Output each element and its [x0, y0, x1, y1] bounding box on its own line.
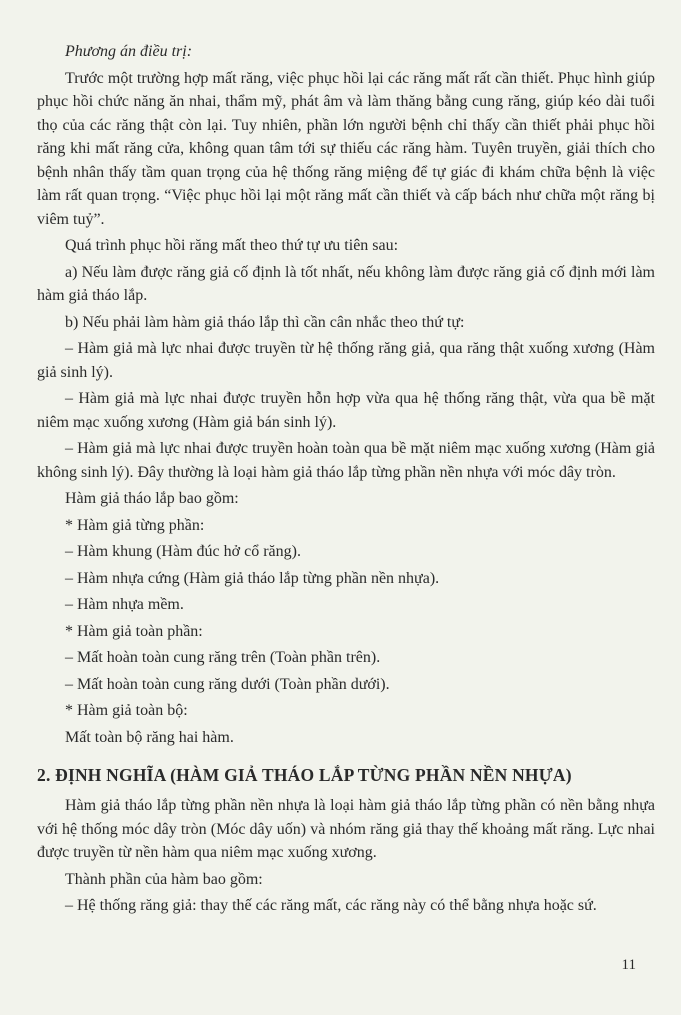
definition-paragraph: Hàm giả tháo lắp từng phần nền nhựa là loại hàm giả tháo lắp từng phần có nền bằng nhựa với hệ thống móc dây tròn (Móc dây uốn) và nhóm răng giả thay thế khoảng mất răng. Lực nhai được truyền từ nền hàm qua niêm mạc xuống xương. — [37, 797, 655, 861]
dash-item-semi-physiological: – Hàm giả mà lực nhai được truyền hỗn hợp vừa qua hệ thống răng thật, vừa qua bề mặt niêm mạc xuống xương (Hàm giả bán sinh lý). — [37, 390, 655, 431]
option-b-paragraph: b) Nếu phải làm hàm giả tháo lắp thì cần cân nhắc theo thứ tự: — [65, 313, 465, 331]
list-item: Mất toàn bộ răng hai hàm. — [65, 728, 234, 746]
list-intro: Hàm giả tháo lắp bao gồm: — [65, 490, 239, 507]
list-item: * Hàm giả từng phần: — [65, 516, 205, 534]
components-intro: Thành phần của hàm bao gồm: — [65, 870, 263, 888]
dash-item-artificial-teeth: – Hệ thống răng giả: thay thế các răng mất, các răng này có thể bằng nhựa hoặc sứ. — [65, 897, 597, 914]
section-2-title: 2. ĐỊNH NGHĨA (HÀM GIẢ THÁO LẮP TỪNG PHẦN NỀN NHỰA) — [37, 765, 572, 785]
priority-paragraph: Quá trình phục hồi răng mất theo thứ tự ưu tiên sau: — [65, 237, 399, 254]
list-item: – Hàm nhựa cứng (Hàm giả tháo lắp từng phần nền nhựa). — [65, 569, 440, 587]
list-item: – Mất hoàn toàn cung răng dưới (Toàn phần dưới). — [65, 675, 390, 693]
option-a-paragraph: a) Nếu làm được răng giả cố định là tốt nhất, nếu không làm được răng giả cố định mới làm hàm giả tháo lắp. — [37, 263, 655, 304]
page-number: 11 — [621, 957, 636, 973]
treatment-plan-heading: Phương án điều trị: — [65, 43, 193, 60]
dash-item-non-physiological: – Hàm giả mà lực nhai được truyền hoàn toàn qua bề mặt niêm mạc xuống xương (Hàm giả không sinh lý). Đây thường là loại hàm giả tháo lắp từng phần nền nhựa với móc dây tròn. — [37, 440, 655, 481]
dash-item-physiological: – Hàm giả mà lực nhai được truyền từ hệ thống răng giả, qua răng thật xuống xương (Hàm giả sinh lý). — [37, 340, 655, 381]
list-item: * Hàm giả toàn phần: — [65, 622, 203, 640]
list-item: – Hàm khung (Hàm đúc hở cổ răng). — [65, 543, 301, 560]
list-item: * Hàm giả toàn bộ: — [65, 702, 188, 719]
intro-paragraph: Trước một trường hợp mất răng, việc phục hồi lại các răng mất rất cần thiết. Phục hình giúp phục hồi chức năng ăn nhai, thẩm mỹ, phát âm và làm thăng bằng cung răng, giúp kéo dài tuổi thọ của các răng thật còn lại. Tuy nhiên, phần lớn người bệnh chỉ thấy cần thiết phải phục hồi răng khi mất răng cửa, không quan tâm tới sự thiếu các răng hàm. Tuyên truyền, giải thích cho bệnh nhân thấy tầm quan trọng của hệ thống răng miệng để tự giác đi khám chữa bệnh là việc làm rất quan trọng. “Việc phục hồi lại một răng mất cần thiết và cấp bách như chữa một răng bị viêm tuỷ”. — [37, 69, 655, 228]
list-item: – Mất hoàn toàn cung răng trên (Toàn phần trên). — [65, 649, 381, 666]
list-item: – Hàm nhựa mềm. — [65, 596, 184, 613]
